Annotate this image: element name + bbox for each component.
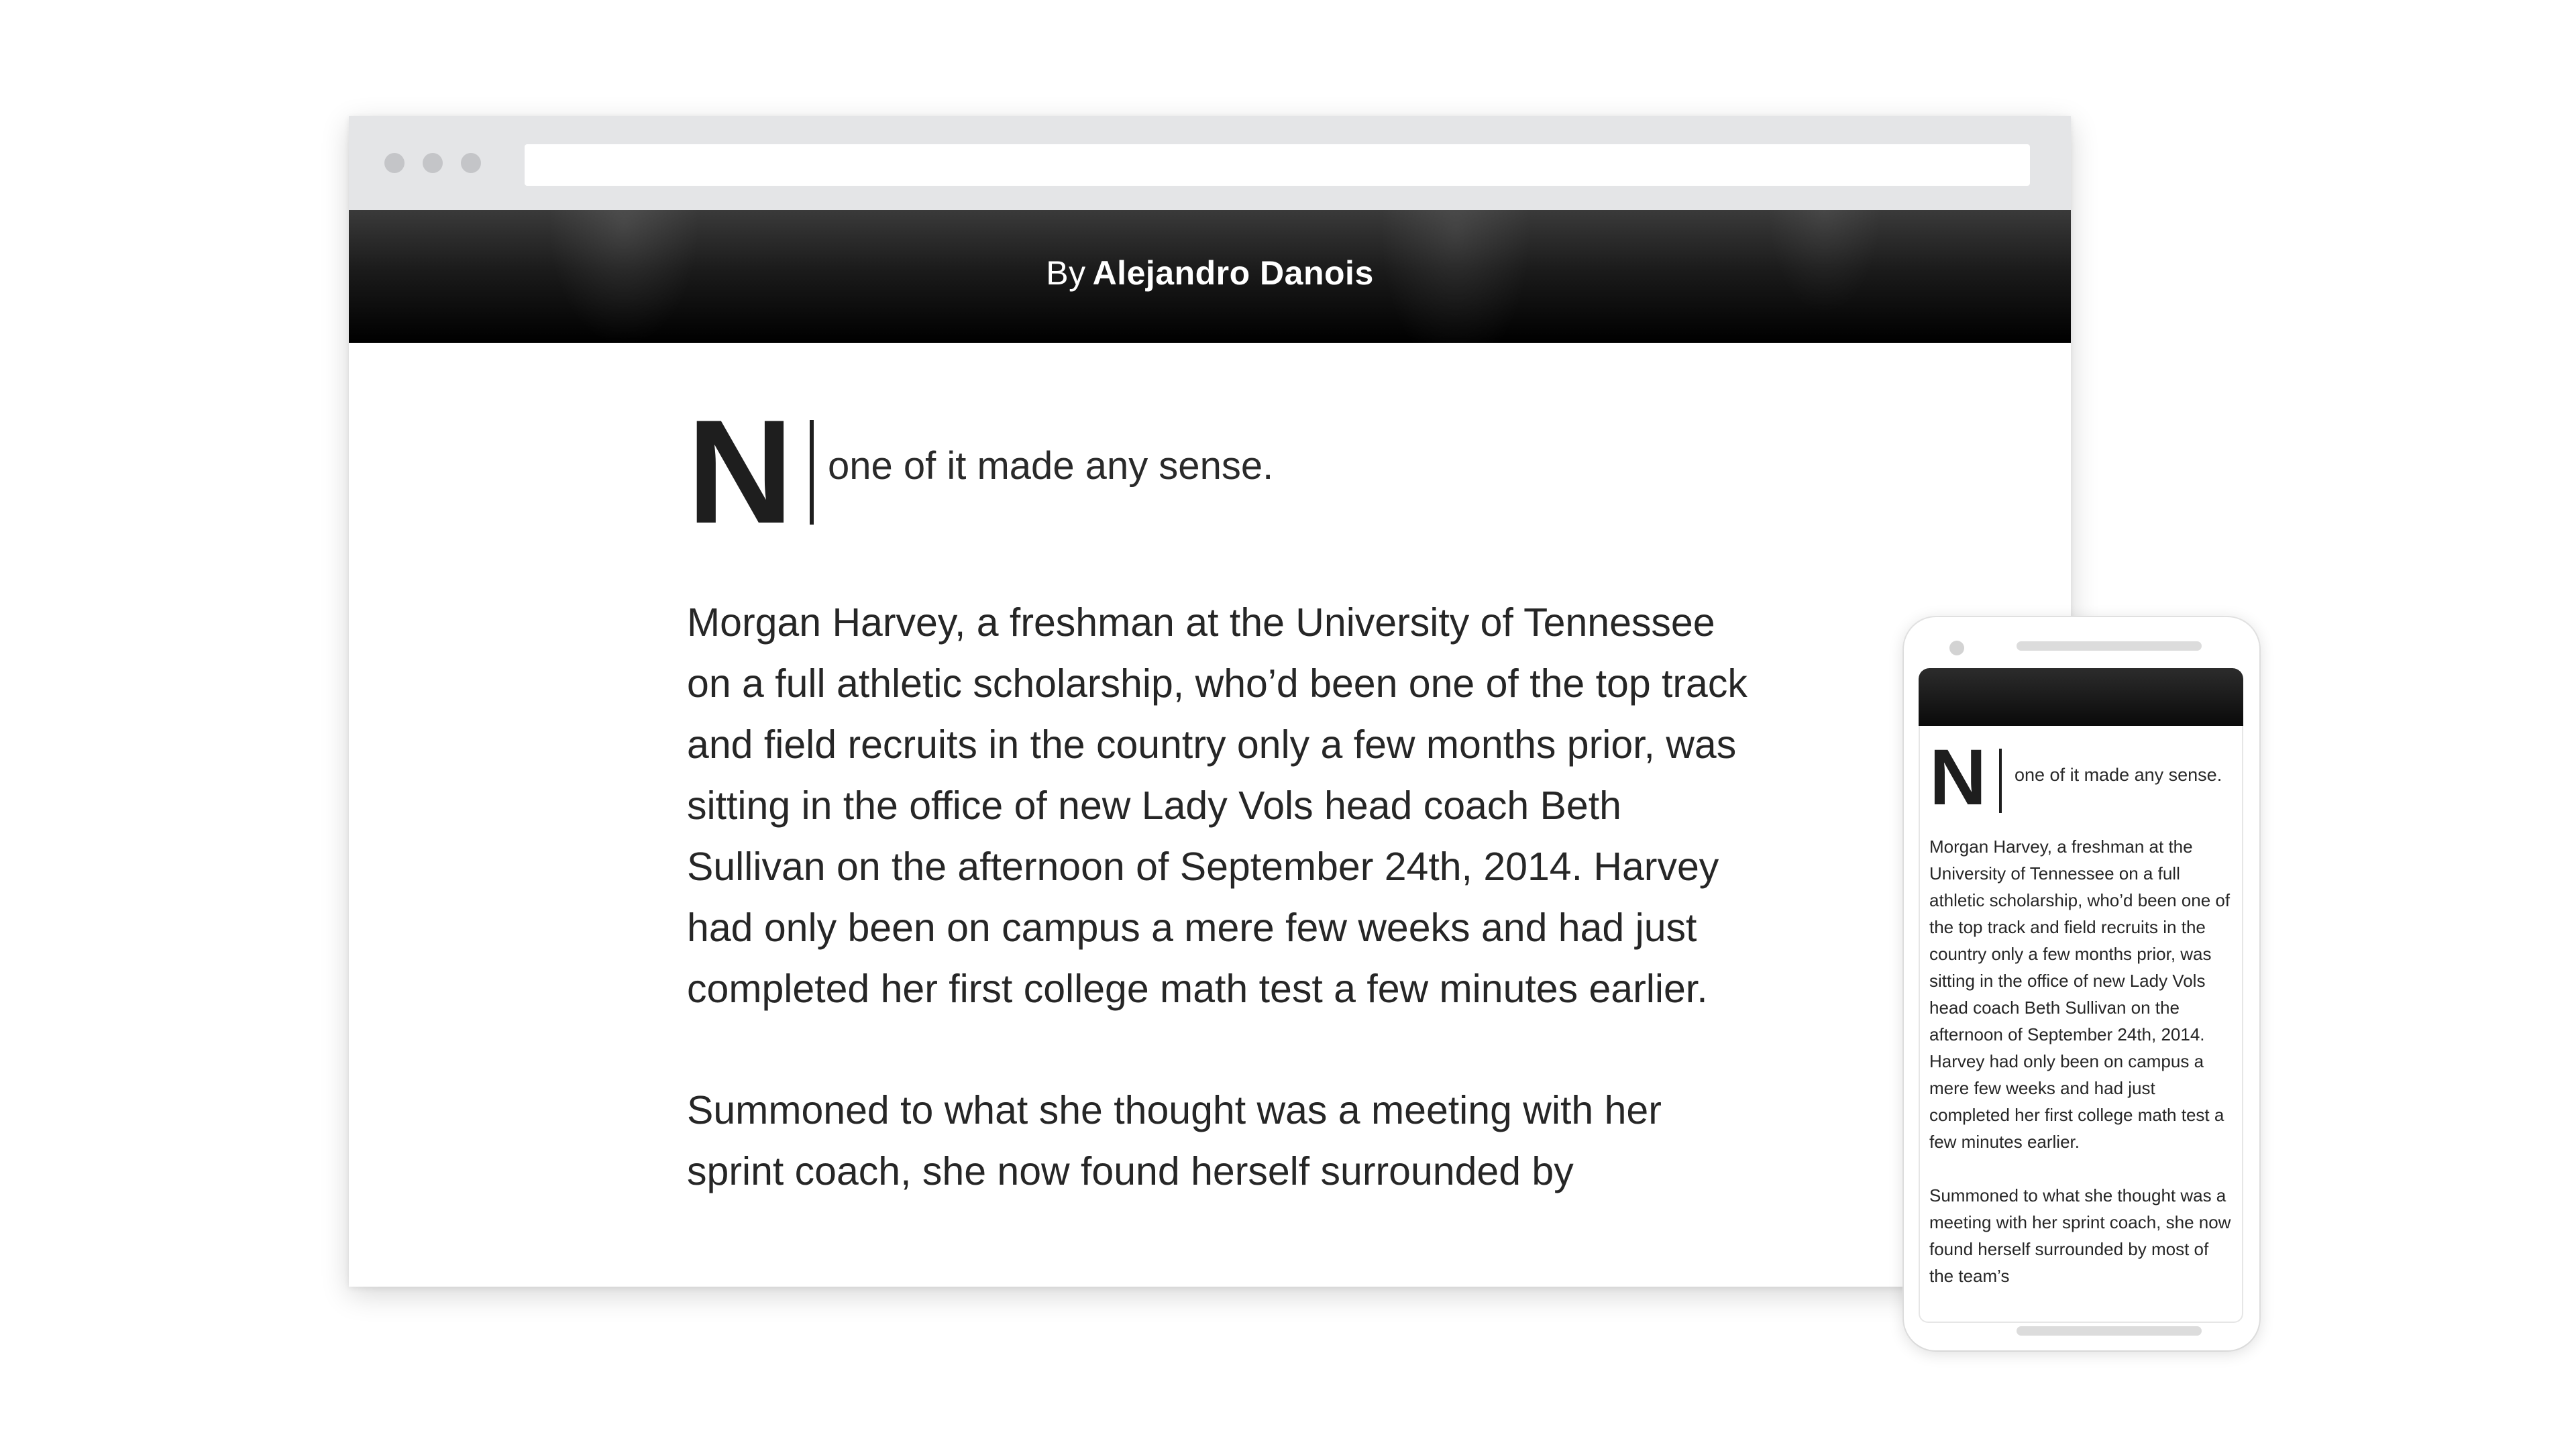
drop-cap: N [687, 389, 791, 554]
article-hero-banner [349, 210, 2071, 343]
drop-cap-divider [810, 420, 814, 525]
mobile-article-lead [1929, 733, 2238, 822]
mobile-device-frame [1904, 617, 2259, 1350]
address-bar[interactable] [525, 144, 2030, 186]
article-body [687, 389, 1754, 1202]
mobile-drop-cap-divider [1999, 749, 2002, 813]
article-lead [687, 389, 1754, 554]
article-paragraph: Morgan Harvey, a freshman at the University of Tennessee on a full athletic scholarship, who’d been one of the top track and field recruits in the country only a few months prior, was sitting in the office of new Lady Vols head coach Beth Sullivan on the afternoon of September 24th, 2014. Harvey had only been on campus a mere few weeks and had just completed her first college math test a few minutes earlier. [687, 600, 1748, 1011]
mobile-hero-banner [1919, 668, 2243, 726]
article-paragraph: Summoned to what she thought was a meeting with her sprint coach, she now found herself surrounded by [687, 1088, 1662, 1193]
home-indicator[interactable] [2017, 1326, 2202, 1336]
window-maximize-dot-icon[interactable] [461, 153, 481, 173]
mobile-screen [1919, 668, 2243, 1323]
byline [349, 254, 2071, 292]
lead-sentence: one of it made any sense. [828, 444, 1274, 488]
mobile-article-paragraph: Morgan Harvey, a freshman at the University of Tennessee on a full athletic scholarship, who’d been one of the top track and field recruits in the country only a few months prior, was sitting in the office of new Lady Vols head coach Beth Sullivan on the afternoon of September 24th, 2014. Harvey had only been on campus a mere few weeks and had just completed her first college math test a few minutes earlier. [1929, 837, 2231, 1152]
mobile-lead-sentence: one of it made any sense. [2015, 765, 2222, 785]
window-close-dot-icon[interactable] [384, 153, 405, 173]
byline-prefix: By [1046, 254, 1086, 292]
front-camera-icon [1949, 641, 1964, 655]
byline-author: Alejandro Danois [1092, 254, 1374, 292]
mobile-article-paragraph: Summoned to what she thought was a meeting with her sprint coach, she now found herself surrounded by most of the team’s [1929, 1185, 2231, 1286]
mobile-article-body [1929, 733, 2238, 1289]
mobile-drop-cap: N [1929, 733, 1986, 822]
speaker-grille [2017, 641, 2202, 651]
window-minimize-dot-icon[interactable] [423, 153, 443, 173]
desktop-browser-window [349, 116, 2071, 1287]
browser-toolbar [349, 116, 2071, 210]
